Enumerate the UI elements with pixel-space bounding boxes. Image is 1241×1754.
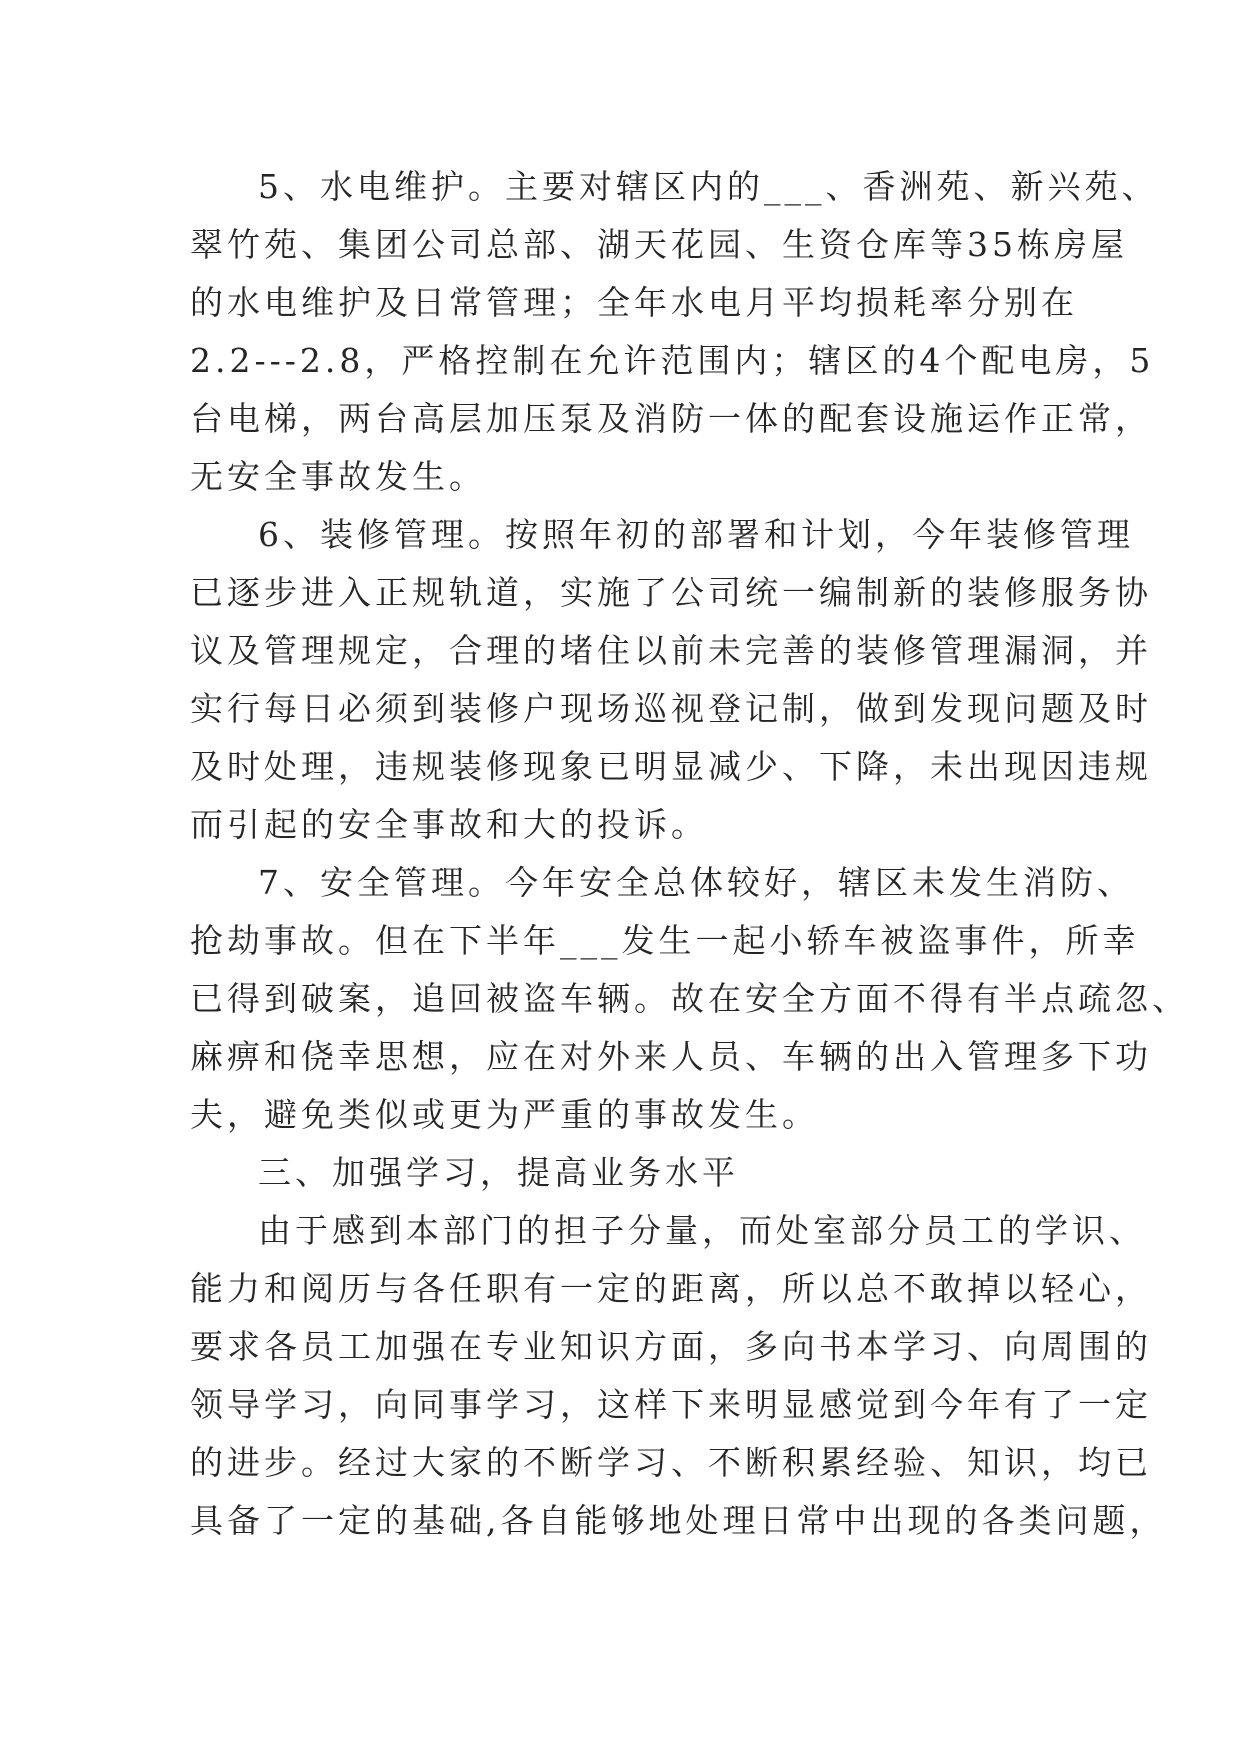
text-line: 翠竹苑、集团公司总部、湖天花园、生资仓库等35栋房屋 — [190, 225, 1128, 264]
document-body — [190, 158, 1189, 1550]
text-line: 的水电维护及日常管理；全年水电月平均损耗率分别在 — [190, 283, 1078, 322]
text-line: 抢劫事故。但在下半年___发生一起小轿车被盗事件，所幸 — [190, 921, 1140, 960]
text-line: 已得到破案，追回被盗车辆。故在安全方面不得有半点疏忽、 — [190, 979, 1189, 1018]
text-line: 5、水电维护。主要对辖区内的___、香洲苑、新兴苑、 — [258, 167, 1159, 206]
text-line: 而引起的安全事故和大的投诉。 — [190, 805, 708, 844]
text-line: 无安全事故发生。 — [190, 457, 486, 496]
text-line: 具备了一定的基础,各自能够地处理日常中出现的各类问题， — [190, 1501, 1167, 1540]
text-line: 麻痹和侥幸思想，应在对外来人员、车辆的出入管理多下功 — [190, 1037, 1152, 1076]
section-heading: 三、加强学习，提高业务水平 — [258, 1153, 739, 1192]
text-line: 领导学习，向同事学习，这样下来明显感觉到今年有了一定 — [190, 1385, 1152, 1424]
text-line: 的进步。经过大家的不断学习、不断积累经验、知识，均已 — [190, 1443, 1152, 1482]
paragraph-water-electric-maintenance — [190, 158, 1159, 506]
section-heading-study — [190, 1144, 1070, 1202]
text-line: 2.2---2.8，严格控制在允许范围内；辖区的4个配电房，5 — [190, 341, 1155, 380]
text-line: 由于感到本部门的担子分量，而处室部分员工的学识、 — [258, 1211, 1146, 1250]
paragraph-renovation-management — [190, 506, 1152, 854]
text-line: 议及管理规定，合理的堵住以前未完善的装修管理漏洞，并 — [190, 631, 1152, 670]
text-line: 实行每日必须到装修户现场巡视登记制，做到发现问题及时 — [190, 689, 1152, 728]
text-line: 能力和阅历与各任职有一定的距离，所以总不敢掉以轻心， — [190, 1269, 1152, 1308]
text-line: 6、装修管理。按照年初的部署和计划，今年装修管理 — [258, 515, 1134, 554]
text-line: 已逐步进入正规轨道，实施了公司统一编制新的装修服务协 — [190, 573, 1152, 612]
text-line: 夫，避免类似或更为严重的事故发生。 — [190, 1095, 819, 1134]
text-line: 台电梯，两台高层加压泵及消防一体的配套设施运作正常， — [190, 399, 1152, 438]
text-line: 要求各员工加强在专业知识方面，多向书本学习、向周围的 — [190, 1327, 1152, 1366]
text-line: 7、安全管理。今年安全总体较好，辖区未发生消防、 — [258, 863, 1134, 902]
text-line: 及时处理，违规装修现象已明显减少、下降，未出现因违规 — [190, 747, 1152, 786]
paragraph-safety-management — [190, 854, 1189, 1144]
paragraph-study — [190, 1202, 1167, 1550]
